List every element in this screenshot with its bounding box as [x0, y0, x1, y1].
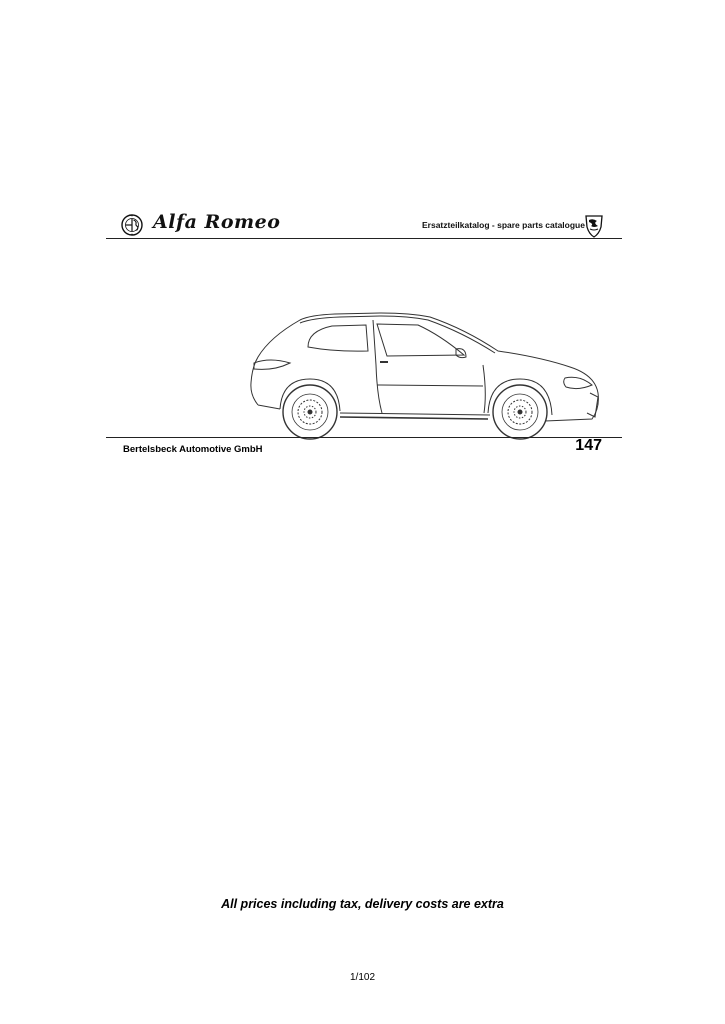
- front-wheel-icon: [493, 385, 547, 439]
- car-side-view-icon: [240, 305, 605, 442]
- catalogue-title: Ersatzteilkatalog - spare parts catalogue: [422, 220, 585, 230]
- page-number: 1/102: [349, 972, 376, 983]
- alfa-romeo-badge-icon: [121, 214, 143, 236]
- shield-emblem-icon: [583, 214, 605, 238]
- rear-wheel-icon: [283, 385, 337, 439]
- header-divider: [106, 238, 622, 239]
- price-notice: All prices including tax, delivery costs are extra: [221, 897, 504, 911]
- company-name: Bertelsbeck Automotive GmbH: [123, 444, 263, 455]
- alfa-romeo-wordmark: Alfa Romeo: [153, 211, 281, 233]
- model-number: 147: [575, 437, 602, 454]
